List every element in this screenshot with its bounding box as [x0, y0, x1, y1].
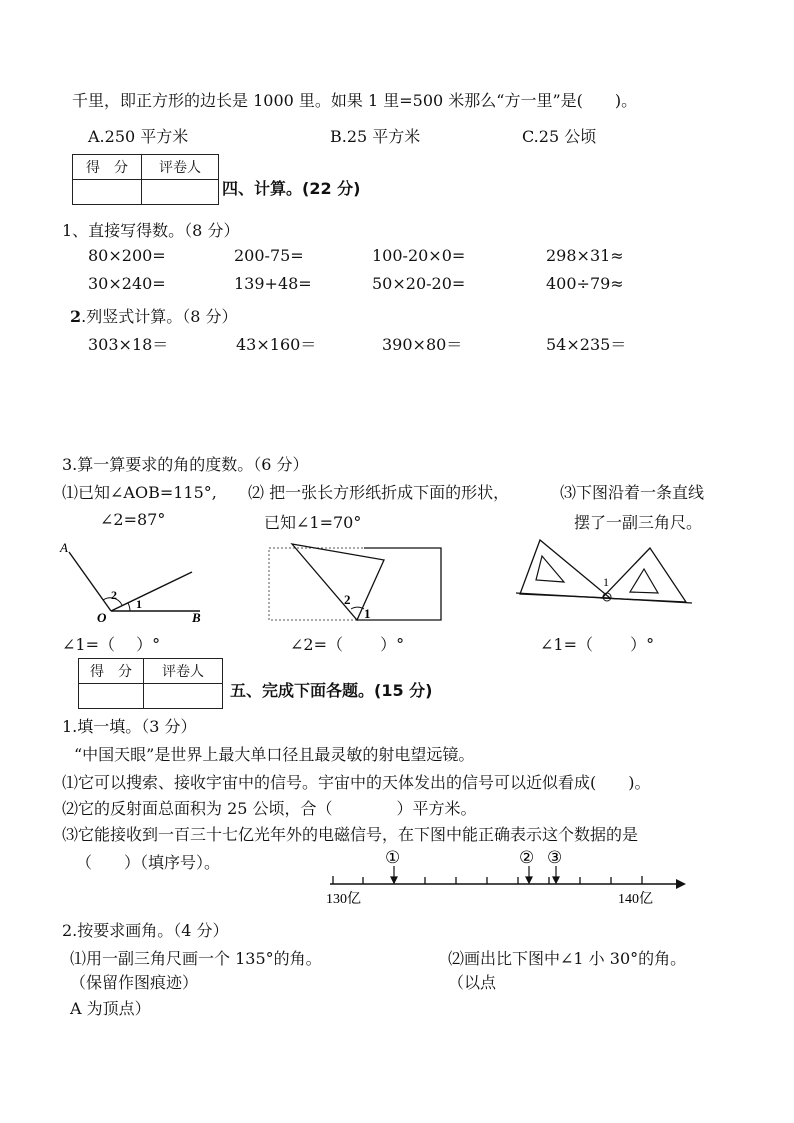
score-cell[interactable] [79, 684, 144, 709]
q3-part1-given: ∠2=87° [100, 510, 166, 529]
q3-part2-text: ⑵ 把一张长方形纸折成下面的形状， [248, 483, 510, 502]
vertical-calc-item: 54×235＝ [546, 335, 627, 354]
calc-item: 80×200= [88, 246, 166, 265]
calc-item: 200-75= [234, 246, 304, 265]
angle-label-1: 1 [603, 575, 609, 589]
section-title-4: 四、计算。(22 分) [222, 179, 361, 198]
draw-task-2: ⑵画出比下图中∠1 小 30°的角。 [448, 949, 687, 968]
sub-question-1: ⑴它可以搜索、接收宇宙中的信号。宇宙中的天体发出的信号可以近似看成( )。 [62, 773, 651, 792]
score-table [78, 658, 223, 709]
label-130: 130亿 [326, 892, 361, 907]
draw-task-1-note: （保留作图痕迹） [70, 973, 199, 992]
marker-3: ③ [547, 848, 563, 867]
score-table [72, 154, 219, 205]
folded-paper-figure [264, 530, 448, 626]
grader-cell[interactable] [144, 684, 223, 709]
choice-a: A.250 平方米 [88, 127, 189, 146]
angle-label-1: 1 [364, 606, 371, 621]
label-140: 140亿 [618, 892, 653, 907]
q2-title: 2.按要求画角。（4 分） [62, 921, 229, 940]
marker-2: ② [519, 848, 535, 867]
sub-question-3: ⑶它能接收到一百三十七亿光年外的电磁信号，在下图中能正确表示这个数据的是 [62, 825, 639, 844]
grader-header: 评卷人 [144, 659, 223, 684]
calc-item: 30×240= [88, 274, 166, 293]
answer-blank-2[interactable]: ∠2=（ ）° [290, 635, 405, 654]
section-title-5: 五、完成下面各题。(15 分) [230, 681, 433, 700]
draw-task-1: ⑴用一副三角尺画一个 135°的角。 [70, 949, 322, 968]
q3-part3-given: 摆了一副三角尺。 [574, 513, 703, 532]
q1-title: 1.填一填。（3 分） [62, 717, 197, 736]
marker-1: ① [385, 848, 401, 867]
vertical-calc-item: 390×80＝ [382, 335, 463, 354]
grader-cell[interactable] [142, 180, 219, 205]
q2-title [70, 304, 238, 327]
draw-task-2-note: （以点 [448, 973, 497, 992]
angle-label-2: 2 [344, 592, 351, 607]
q2-title-text: .列竖式计算。（8 分） [81, 307, 238, 326]
choice-b: B.25 平方米 [330, 127, 421, 146]
score-header: 得 分 [73, 155, 142, 180]
angle-figure-1 [56, 538, 216, 628]
point-label-b: B [192, 610, 201, 625]
point-label-a: A [60, 540, 68, 555]
intro-text: “中国天眼”是世界上最大单口径且最灵敏的射电望远镜。 [74, 745, 475, 764]
q2-number: 2 [70, 307, 82, 326]
angle-label-1: 1 [136, 597, 142, 611]
draw-task-2-note-cont: A 为顶点） [70, 999, 151, 1018]
point-label-o: O [97, 610, 107, 625]
answer-blank-3[interactable]: ∠1=（ ）° [540, 635, 655, 654]
q3-part1-text: ⑴已知∠AOB=115°, [62, 483, 217, 502]
score-cell[interactable] [73, 180, 142, 205]
calc-item: 139+48= [234, 274, 312, 293]
vertical-calc-item: 43×160＝ [236, 335, 317, 354]
calc-item: 298×31≈ [546, 246, 624, 265]
q3-part3-text: ⑶下图沿着一条直线 [560, 483, 705, 502]
sub-question-3-blank: （ ）（填序号）。 [76, 853, 221, 872]
triangle-rulers-figure [514, 536, 698, 618]
sub-question-2: ⑵它的反射面总面积为 25 公顷，合（ ）平方米。 [62, 799, 477, 818]
number-line-figure [324, 846, 696, 910]
q1-title: 1、直接写得数。（8 分） [62, 221, 240, 240]
calc-item: 100-20×0= [372, 246, 466, 265]
vertical-calc-item: 303×18＝ [88, 335, 169, 354]
question-line: 千里，即正方形的边长是 1000 里。如果 1 里=500 米那么“方一里”是( )。 [72, 91, 638, 110]
angle-label-2: 2 [111, 588, 117, 602]
calc-item: 50×20-20= [372, 274, 466, 293]
score-header: 得 分 [79, 659, 144, 684]
choice-c: C.25 公顷 [522, 127, 597, 146]
q3-part2-given: 已知∠1=70° [264, 513, 362, 532]
answer-blank-1[interactable]: ∠1=（ ）° [62, 635, 161, 654]
grader-header: 评卷人 [142, 155, 219, 180]
q3-title: 3.算一算要求的角的度数。（6 分） [62, 455, 309, 474]
calc-item: 400÷79≈ [546, 274, 624, 293]
